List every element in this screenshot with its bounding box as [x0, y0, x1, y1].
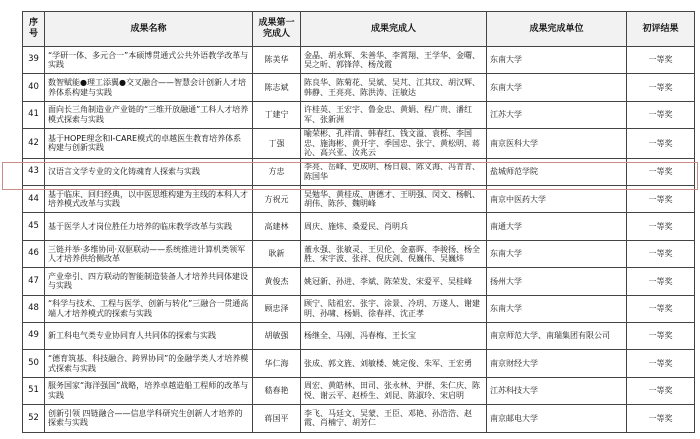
cell-num: 43 — [23, 158, 45, 185]
cell-members: 姚冠新、孙进、李斌、陈荣发、宋爱平、吴桂峰 — [301, 268, 487, 295]
cell-result: 一等奖 — [627, 405, 695, 432]
cell-num: 51 — [23, 377, 45, 404]
cell-members: 周宏、黄皓林、田司、张永林、尹群、朱仁庆、陈悦、谢云平、赵桥生、刘昆、陈淑玲、宋启明 — [301, 377, 487, 404]
cell-first: 蒋国平 — [253, 405, 301, 432]
cell-name: 基于HOPE理念和I-CARE模式的卓越医生教育培养体系构建与创新实践 — [45, 129, 253, 159]
header-unit: 成果完成单位 — [487, 12, 627, 47]
cell-first: 黄俊杰 — [253, 268, 301, 295]
awards-table — [22, 11, 695, 433]
cell-name: 数智赋能●理工添翼●交叉融合——智慧会计创新人才培养体系构建与实践 — [45, 74, 253, 101]
table-row — [23, 268, 695, 295]
cell-members: 李飞、马廷文、吴蒙、王臣、邓艳、孙浩浩、赵霞、肖楠宁、胡芳仁 — [301, 405, 487, 432]
cell-num: 39 — [23, 47, 45, 74]
cell-first: 嵇春艳 — [253, 377, 301, 404]
table-row — [23, 47, 695, 74]
cell-num: 50 — [23, 350, 45, 377]
cell-result: 一等奖 — [627, 74, 695, 101]
cell-num: 49 — [23, 323, 45, 350]
header-result: 初评结果 — [627, 12, 695, 47]
cell-num: 45 — [23, 213, 45, 240]
cell-unit: 南京医科大学 — [487, 129, 627, 159]
cell-members: 李亮、岳峰、史成明、杨日晨、陈义海、冯青青、陈国华 — [301, 158, 487, 185]
cell-num: 44 — [23, 186, 45, 213]
cell-result: 一等奖 — [627, 158, 695, 185]
cell-unit: 东南大学 — [487, 47, 627, 74]
cell-first: 华仁海 — [253, 350, 301, 377]
table-row — [23, 350, 695, 377]
header-members: 成果完成人 — [301, 12, 487, 47]
cell-result: 一等奖 — [627, 240, 695, 267]
cell-unit: 南京财经大学 — [487, 350, 627, 377]
cell-name: 新工科电气类专业协同育人共同体的探索与实践 — [45, 323, 253, 350]
header-name: 成果名称 — [45, 12, 253, 47]
cell-result: 一等奖 — [627, 186, 695, 213]
cell-first: 方忠 — [253, 158, 301, 185]
cell-num: 46 — [23, 240, 45, 267]
cell-result: 一等奖 — [627, 377, 695, 404]
cell-unit: 扬州大学 — [487, 268, 627, 295]
table-row — [23, 129, 695, 159]
table-row — [23, 101, 695, 128]
cell-result: 一等奖 — [627, 268, 695, 295]
cell-name: “科学与技术、工程与医学、创新与转化”三融合一贯通高端人才培养模式的探索与实践 — [45, 295, 253, 322]
table-row — [23, 405, 695, 432]
cell-name: 面向长三角制造业产业链的“三维开放融通”工科人才培养模式探索与实践 — [45, 101, 253, 128]
cell-unit: 南京邮电大学 — [487, 405, 627, 432]
cell-first: 丁建宁 — [253, 101, 301, 128]
table-row — [23, 186, 695, 213]
cell-name: “德育筑基、科技融合、跨界协同”的金融学类人才培养模式探索与实践 — [45, 350, 253, 377]
cell-unit: 东南大学 — [487, 295, 627, 322]
cell-result: 一等奖 — [627, 101, 695, 128]
cell-unit: 东南大学 — [487, 74, 627, 101]
table-row — [23, 213, 695, 240]
cell-first: 方祝元 — [253, 186, 301, 213]
table-row — [23, 158, 695, 185]
header-first: 成果第一完成人 — [253, 12, 301, 47]
header-row — [23, 12, 695, 47]
cell-first: 胡敏强 — [253, 323, 301, 350]
table-row — [23, 240, 695, 267]
cell-name: 基于临床、回归经典，以中医思维构建为主线的本科人才培养模式改革与实践 — [45, 186, 253, 213]
table-row — [23, 323, 695, 350]
cell-first: 高建林 — [253, 213, 301, 240]
cell-result: 一等奖 — [627, 295, 695, 322]
cell-name: 服务国家“海洋强国”战略，培养卓越造船工程师的改革与实践 — [45, 377, 253, 404]
cell-members: 杨继全、马刚、冯春梅、王长宝 — [301, 323, 487, 350]
table-row — [23, 377, 695, 404]
cell-unit: 南通大学 — [487, 213, 627, 240]
cell-members: 陈良华、陈菊花、吴斌、吴芃、江其玟、胡汉辉、韩静、王亮亮、陈洪涛、汪敏达 — [301, 74, 487, 101]
cell-members: 金晶、胡永辉、朱善华、李霄翔、王学华、金曙、吴之昕、郭锋萍、杨茂霞 — [301, 47, 487, 74]
cell-first: 顾忠泽 — [253, 295, 301, 322]
cell-num: 40 — [23, 74, 45, 101]
cell-result: 一等奖 — [627, 47, 695, 74]
cell-result: 一等奖 — [627, 213, 695, 240]
cell-unit: 江苏科技大学 — [487, 377, 627, 404]
cell-unit: 东南大学 — [487, 240, 627, 267]
header-num: 序号 — [23, 12, 45, 47]
cell-num: 42 — [23, 129, 45, 159]
cell-members: 吴勉华、黄桂成、唐德才、王明强、闵文、杨帆、胡伟、陈莎、魏明峰 — [301, 186, 487, 213]
cell-members: 喻荣彬、孔祥清、韩春红、钱文溢、袁栎、李国忠、施海彬、黄开宇、季国忠、张宁、黄松明、蒋沁、高兴亚、汝兆云 — [301, 129, 487, 159]
cell-num: 47 — [23, 268, 45, 295]
cell-members: 许桂英、王宏宇、鲁金忠、黄娟、程广贵、潘红军、张新洲 — [301, 101, 487, 128]
cell-unit: 南京中医药大学 — [487, 186, 627, 213]
cell-first: 陈美华 — [253, 47, 301, 74]
cell-first: 丁强 — [253, 129, 301, 159]
cell-members: 顾宁、陆祖宏、张宇、涂景、冷玥、万遂人、谢建明、孙啸、杨娟、徐春祥、沈正孝 — [301, 295, 487, 322]
cell-result: 一等奖 — [627, 323, 695, 350]
cell-name: 创新引领 四链融合——信息学科研究生创新人才培养的探索与实践 — [45, 405, 253, 432]
cell-unit: 江苏大学 — [487, 101, 627, 128]
cell-result: 一等奖 — [627, 129, 695, 159]
cell-unit: 南京师范大学、南瑞集团有限公司 — [487, 323, 627, 350]
cell-first: 陈志斌 — [253, 74, 301, 101]
cell-name: “学研一体、多元合一”本硕博贯通式公共外语教学改革与实践 — [45, 47, 253, 74]
cell-members: 董永强、张敏灵、王贝伦、金嘉晖、李骏扬、杨全胜、宋宇波、张祥、倪庆剑、倪巍伟、吴巍炜 — [301, 240, 487, 267]
cell-members: 周庆、施炜、桑爱民、肖明兵 — [301, 213, 487, 240]
cell-unit: 盐城师范学院 — [487, 158, 627, 185]
cell-first: 耿新 — [253, 240, 301, 267]
table-body — [23, 47, 695, 433]
cell-num: 48 — [23, 295, 45, 322]
cell-name: 产业牵引、四方联动的智能制造装备人才培养共同体建设与实践 — [45, 268, 253, 295]
cell-num: 41 — [23, 101, 45, 128]
cell-name: 三链并举·多维协同·双驱联动——系统推进计算机类领军人才培养供给侧改革 — [45, 240, 253, 267]
cell-members: 张成、郭文旌、刘敏楼、姚定俊、朱军、王宏勇 — [301, 350, 487, 377]
cell-name: 汉语言文学专业的文化铸魂育人探索与实践 — [45, 158, 253, 185]
table-row — [23, 295, 695, 322]
table-row — [23, 74, 695, 101]
cell-num: 52 — [23, 405, 45, 432]
cell-result: 一等奖 — [627, 350, 695, 377]
cell-name: 基于医学人才岗位胜任力培养的临床教学改革与实践 — [45, 213, 253, 240]
